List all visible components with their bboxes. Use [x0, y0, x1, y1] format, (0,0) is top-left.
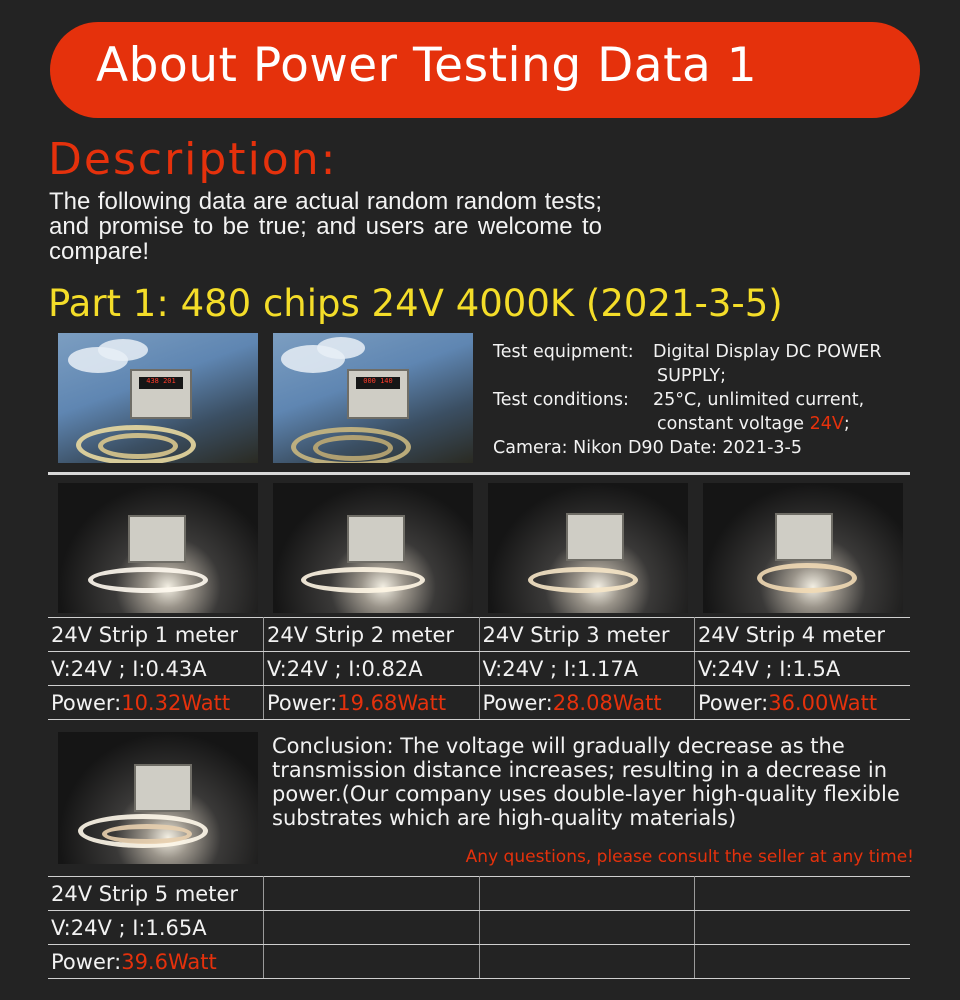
description-heading: Description:	[48, 134, 338, 185]
test-power-cell	[48, 686, 264, 720]
conditions-label: Test conditions:	[493, 390, 629, 410]
conditions-voltage: 24V	[809, 414, 844, 434]
test-power-cell	[48, 945, 264, 979]
table-row	[48, 911, 910, 945]
section-divider	[48, 472, 910, 475]
empty-cell	[479, 911, 695, 945]
power-value: 28.08Watt	[552, 690, 662, 715]
test-name-cell: 24V Strip 5 meter	[48, 877, 264, 911]
camera-date: Camera: Nikon D90 Date: 2021-3-5	[493, 438, 802, 458]
title-banner	[50, 22, 920, 118]
empty-cell	[479, 945, 695, 979]
table-row	[48, 945, 910, 979]
test-power-cell	[479, 686, 695, 720]
power-label: Power:	[267, 690, 338, 715]
empty-cell	[695, 877, 911, 911]
power-value: 36.00Watt	[768, 690, 878, 715]
test-name-cell: 24V Strip 3 meter	[479, 618, 695, 652]
power-label: Power:	[51, 690, 122, 715]
description-text: The following data are actual random random tests; and promise to be true; and users are welcome to compare!	[49, 188, 602, 265]
test-name-cell: 24V Strip 1 meter	[48, 618, 264, 652]
equipment-value-cont: SUPPLY;	[657, 366, 727, 386]
empty-cell	[264, 911, 480, 945]
power-value: 39.6Watt	[121, 949, 217, 974]
empty-cell	[479, 877, 695, 911]
table-row	[48, 877, 910, 911]
table-row	[48, 652, 910, 686]
empty-cell	[264, 945, 480, 979]
test-power-cell	[264, 686, 480, 720]
test-vi-cell: V:24V ; I:1.17A	[479, 652, 695, 686]
lab-photo-2	[273, 333, 473, 463]
test-vi-cell: V:24V ; I:1.5A	[695, 652, 911, 686]
part-title: Part 1: 480 chips 24V 4000K (2021-3-5)	[48, 282, 783, 325]
conditions-value-cont	[493, 412, 933, 436]
test-photo-3	[488, 483, 688, 613]
conditions-end: ;	[843, 414, 850, 434]
test-photo-2	[273, 483, 473, 613]
equipment-value: Digital Display DC POWER	[653, 342, 882, 362]
table-row	[48, 686, 910, 720]
test-results-table	[48, 617, 910, 720]
page-title: About Power Testing Data 1	[96, 38, 758, 93]
contact-note: Any questions, please consult the seller at any time!	[465, 847, 914, 867]
test-name-cell: 24V Strip 4 meter	[695, 618, 911, 652]
lab-photo-1	[58, 333, 258, 463]
power-label: Power:	[698, 690, 769, 715]
test-vi-cell: V:24V ; I:0.43A	[48, 652, 264, 686]
power-value: 10.32Watt	[121, 690, 231, 715]
conclusion-text: Conclusion: The voltage will gradually decrease as the transmission distance increases; resulting in a decrease in power.(Our company uses double-layer high-quality flexible substrates which are high-quality materials)	[272, 734, 900, 830]
power-supply-unit	[130, 369, 192, 419]
conditions-value: 25°C, unlimited current,	[653, 390, 865, 410]
table-row	[48, 618, 910, 652]
test-vi-cell: V:24V ; I:1.65A	[48, 911, 264, 945]
test-info	[493, 340, 933, 460]
power-label: Power:	[482, 690, 553, 715]
conditions-text: constant voltage	[657, 414, 810, 434]
power-supply-unit	[347, 369, 409, 419]
test-photo-5	[58, 732, 258, 864]
test-photo-1	[58, 483, 258, 613]
power-value: 19.68Watt	[337, 690, 447, 715]
test-vi-cell: V:24V ; I:0.82A	[264, 652, 480, 686]
empty-cell	[695, 945, 911, 979]
psu-display: 000 140	[356, 377, 400, 389]
empty-cell	[695, 911, 911, 945]
empty-cell	[264, 877, 480, 911]
test-name-cell: 24V Strip 2 meter	[264, 618, 480, 652]
psu-display: 438 201	[139, 377, 183, 389]
equipment-label: Test equipment:	[493, 342, 634, 362]
test-results-table-5	[48, 876, 910, 979]
test-photo-4	[703, 483, 903, 613]
test-power-cell	[695, 686, 911, 720]
power-label: Power:	[51, 949, 122, 974]
